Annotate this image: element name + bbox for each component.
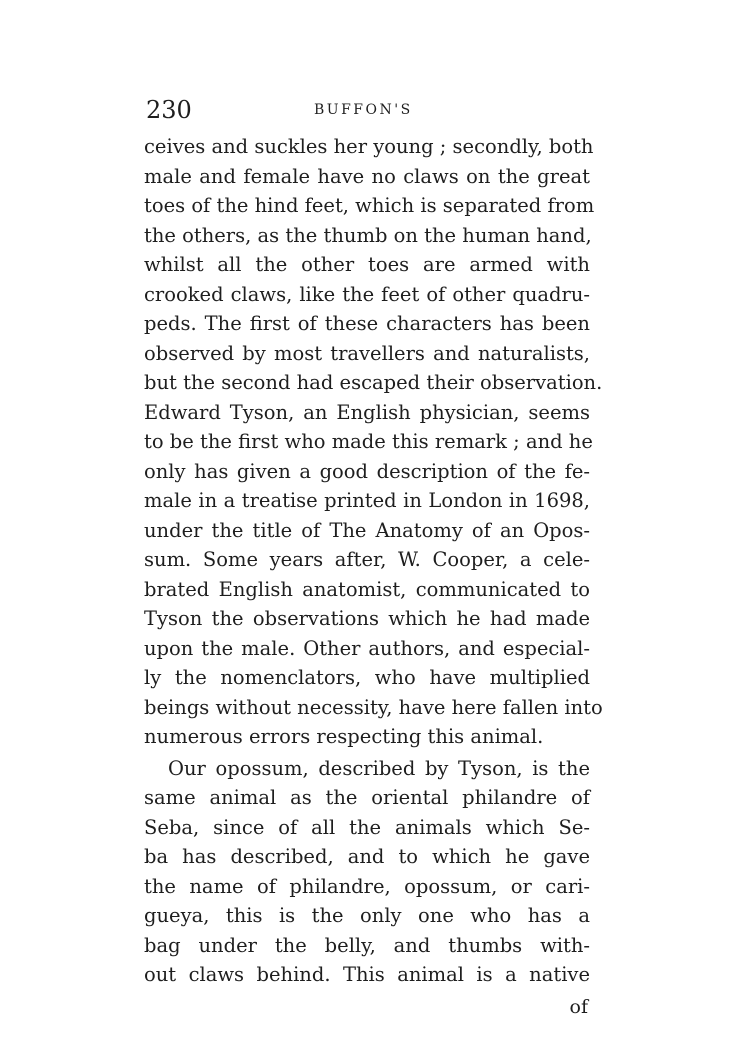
text-line: out claws behind. This animal is a native — [144, 963, 590, 986]
text-line: same animal as the oriental philandre of — [144, 786, 590, 809]
text-line: upon the male. Other authors, and especial- — [144, 636, 590, 660]
body-text — [144, 132, 603, 990]
text-line: numerous errors respecting this animal. — [144, 725, 544, 748]
text-line: only has given a good description of the fe- — [144, 459, 590, 483]
text-line: male in a treatise printed in London in 1698, — [144, 489, 590, 512]
text-line: peds. The first of these characters has been — [144, 312, 590, 335]
text-line: sum. Some years after, W. Cooper, a cele- — [144, 548, 590, 571]
catchword: of — [569, 996, 588, 1018]
text-line: Seba, since of all the animals which Se- — [144, 815, 590, 839]
text-line: Edward Tyson, an English physician, seems — [144, 400, 590, 424]
text-line: bag under the belly, and thumbs with- — [144, 933, 590, 957]
text-line: gueya, this is the only one who has a — [144, 904, 590, 927]
text-line: the name of philandre, opossum, or cari- — [144, 874, 590, 898]
text-line: observed by most travellers and naturalists, — [144, 341, 590, 365]
text-line: ceives and suckles her young ; secondly, both — [144, 135, 594, 158]
text-line: brated English anatomist, communicated to — [144, 577, 590, 601]
text-line: the others, as the thumb on the human hand, — [144, 223, 592, 247]
text-line: Tyson the observations which he had made — [144, 607, 590, 630]
running-head: BUFFON'S — [314, 102, 413, 118]
page-number: 230 — [146, 96, 192, 124]
text-line: male and female have no claws on the great — [144, 164, 590, 188]
text-line: under the title of The Anatomy of an Opos- — [144, 518, 590, 542]
text-line: ba has described, and to which he gave — [144, 845, 590, 868]
paragraph-1 — [144, 132, 603, 752]
text-line: crooked claws, like the feet of other quadru- — [144, 282, 590, 306]
text-line: Our opossum, described by Tyson, is the — [168, 756, 590, 780]
text-line: but the second had escaped their observation. — [144, 371, 603, 394]
text-line: to be the first who made this remark ; and he — [144, 430, 593, 453]
text-line: whilst all the other toes are armed with — [144, 253, 590, 276]
text-line: beings without necessity, have here fallen into — [144, 695, 603, 719]
paragraph-2 — [144, 754, 590, 990]
text-line: ly the nomenclators, who have multiplied — [144, 666, 590, 689]
text-line: toes of the hind feet, which is separated from — [144, 194, 595, 217]
page-header — [144, 96, 590, 126]
